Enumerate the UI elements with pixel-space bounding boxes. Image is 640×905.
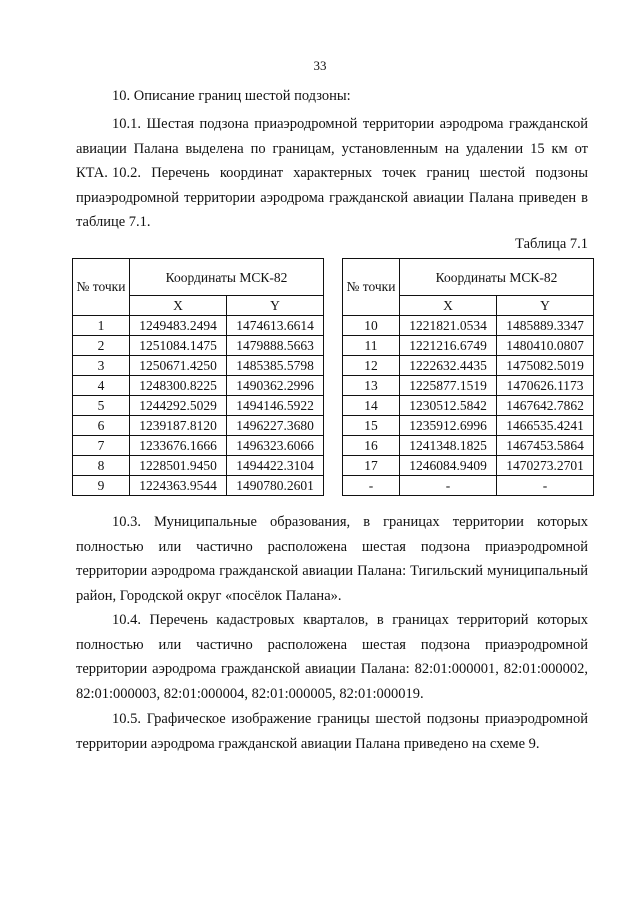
table-row bbox=[73, 416, 324, 436]
cell-y: 1485385.5798 bbox=[227, 356, 324, 376]
cell-x: 1221216.6749 bbox=[400, 336, 497, 356]
cell-x: 1249483.2494 bbox=[130, 316, 227, 336]
paragraph-10-1: 10.1. Шестая подзона приаэродромной территории аэродрома гражданской авиации Палана выделена по границам, установленным на удалении 15 км от КТА. bbox=[76, 116, 588, 181]
table-row bbox=[73, 336, 324, 356]
table-row bbox=[73, 376, 324, 396]
cell-x: 1230512.5842 bbox=[400, 396, 497, 416]
cell-x: 1235912.6996 bbox=[400, 416, 497, 436]
cell-y: 1496323.6066 bbox=[227, 436, 324, 456]
cell-point-number: 17 bbox=[343, 456, 400, 476]
header-point-number: № точки bbox=[343, 259, 400, 316]
cell-x: 1246084.9409 bbox=[400, 456, 497, 476]
header-point-number: № точки bbox=[73, 259, 130, 316]
section-heading: 10. Описание границ шестой подзоны: bbox=[112, 88, 351, 104]
table-body-right bbox=[343, 316, 594, 496]
cell-point-number: 7 bbox=[73, 436, 130, 456]
cell-x: 1228501.9450 bbox=[130, 456, 227, 476]
table-row bbox=[73, 396, 324, 416]
header-x: X bbox=[400, 296, 497, 316]
cell-y: 1470273.2701 bbox=[497, 456, 594, 476]
cell-point-number: 15 bbox=[343, 416, 400, 436]
cell-y: 1480410.0807 bbox=[497, 336, 594, 356]
cell-point-number: 13 bbox=[343, 376, 400, 396]
header-coordinates-group: Координаты МСК-82 bbox=[400, 259, 594, 296]
table-body-left bbox=[73, 316, 324, 496]
cell-y: 1494422.3104 bbox=[227, 456, 324, 476]
cell-x: 1233676.1666 bbox=[130, 436, 227, 456]
cell-y: 1466535.4241 bbox=[497, 416, 594, 436]
table-row bbox=[73, 476, 324, 496]
cell-x: 1251084.1475 bbox=[130, 336, 227, 356]
cell-point-number: 5 bbox=[73, 396, 130, 416]
cell-x: 1241348.1825 bbox=[400, 436, 497, 456]
cell-point-number: - bbox=[343, 476, 400, 496]
cell-x: 1244292.5029 bbox=[130, 396, 227, 416]
cell-point-number: 3 bbox=[73, 356, 130, 376]
cell-point-number: 2 bbox=[73, 336, 130, 356]
paragraph-10-3: 10.3. Муниципальные образования, в границах территории которых полностью или частично расположена шестая подзона приаэродромной территории аэродрома гражданской авиации Палана: Тигильский муниципальный район, Городской округ «посёлок Палана». bbox=[76, 514, 588, 604]
cell-x: 1224363.9544 bbox=[130, 476, 227, 496]
cell-point-number: 4 bbox=[73, 376, 130, 396]
cell-x: 1225877.1519 bbox=[400, 376, 497, 396]
cell-x: 1222632.4435 bbox=[400, 356, 497, 376]
coordinates-table-left bbox=[72, 258, 324, 496]
cell-point-number: 6 bbox=[73, 416, 130, 436]
cell-x: 1250671.4250 bbox=[130, 356, 227, 376]
cell-point-number: 14 bbox=[343, 396, 400, 416]
coordinates-table-right bbox=[342, 258, 594, 496]
cell-y: 1467453.5864 bbox=[497, 436, 594, 456]
table-row bbox=[343, 336, 594, 356]
table-row bbox=[343, 416, 594, 436]
table-row bbox=[73, 436, 324, 456]
cell-y: 1475082.5019 bbox=[497, 356, 594, 376]
cell-point-number: 9 bbox=[73, 476, 130, 496]
cell-point-number: 11 bbox=[343, 336, 400, 356]
cell-y: 1474613.6614 bbox=[227, 316, 324, 336]
table-row bbox=[343, 396, 594, 416]
cell-point-number: 12 bbox=[343, 356, 400, 376]
cell-point-number: 16 bbox=[343, 436, 400, 456]
header-y: Y bbox=[227, 296, 324, 316]
cell-y: 1470626.1173 bbox=[497, 376, 594, 396]
cell-x: 1248300.8225 bbox=[130, 376, 227, 396]
header-coordinates-group: Координаты МСК-82 bbox=[130, 259, 324, 296]
cell-x: - bbox=[400, 476, 497, 496]
table-row bbox=[343, 436, 594, 456]
cell-y: 1490780.2601 bbox=[227, 476, 324, 496]
cell-y: 1467642.7862 bbox=[497, 396, 594, 416]
table-row bbox=[73, 316, 324, 336]
paragraph-10-4: 10.4. Перечень кадастровых кварталов, в границах территорий которых полностью или частично расположена шестая подзона приаэродромной территории аэродрома гражданской авиации Палана: 82:01:000001, 82:01:000002, 82:01:000003, 82:01:000004, 82:01:000005, 82:01:000019. bbox=[76, 612, 588, 702]
cell-point-number: 8 bbox=[73, 456, 130, 476]
cell-y: 1479888.5663 bbox=[227, 336, 324, 356]
cell-y: 1485889.3347 bbox=[497, 316, 594, 336]
table-row bbox=[343, 456, 594, 476]
cell-point-number: 10 bbox=[343, 316, 400, 336]
table-row bbox=[343, 376, 594, 396]
cell-x: 1221821.0534 bbox=[400, 316, 497, 336]
page-number: 33 bbox=[313, 58, 327, 73]
header-x: X bbox=[130, 296, 227, 316]
header-y: Y bbox=[497, 296, 594, 316]
cell-y: 1490362.2996 bbox=[227, 376, 324, 396]
cell-y: 1494146.5922 bbox=[227, 396, 324, 416]
paragraph-10-5: 10.5. Графическое изображение границы шестой подзоны приаэродромной территории аэродрома гражданской авиации Палана приведено на схеме 9. bbox=[76, 711, 588, 752]
table-row bbox=[73, 456, 324, 476]
paragraph-10-2: 10.2. Перечень координат характерных точек границ шестой подзоны приаэродромной территории аэродрома гражданской авиации Палана приведен в таблице 7.1. bbox=[76, 165, 588, 230]
cell-y: 1496227.3680 bbox=[227, 416, 324, 436]
table-row bbox=[73, 356, 324, 376]
table-row bbox=[343, 316, 594, 336]
cell-point-number: 1 bbox=[73, 316, 130, 336]
cell-y: - bbox=[497, 476, 594, 496]
table-caption: Таблица 7.1 bbox=[515, 236, 588, 252]
table-row bbox=[343, 356, 594, 376]
cell-x: 1239187.8120 bbox=[130, 416, 227, 436]
table-row bbox=[343, 476, 594, 496]
